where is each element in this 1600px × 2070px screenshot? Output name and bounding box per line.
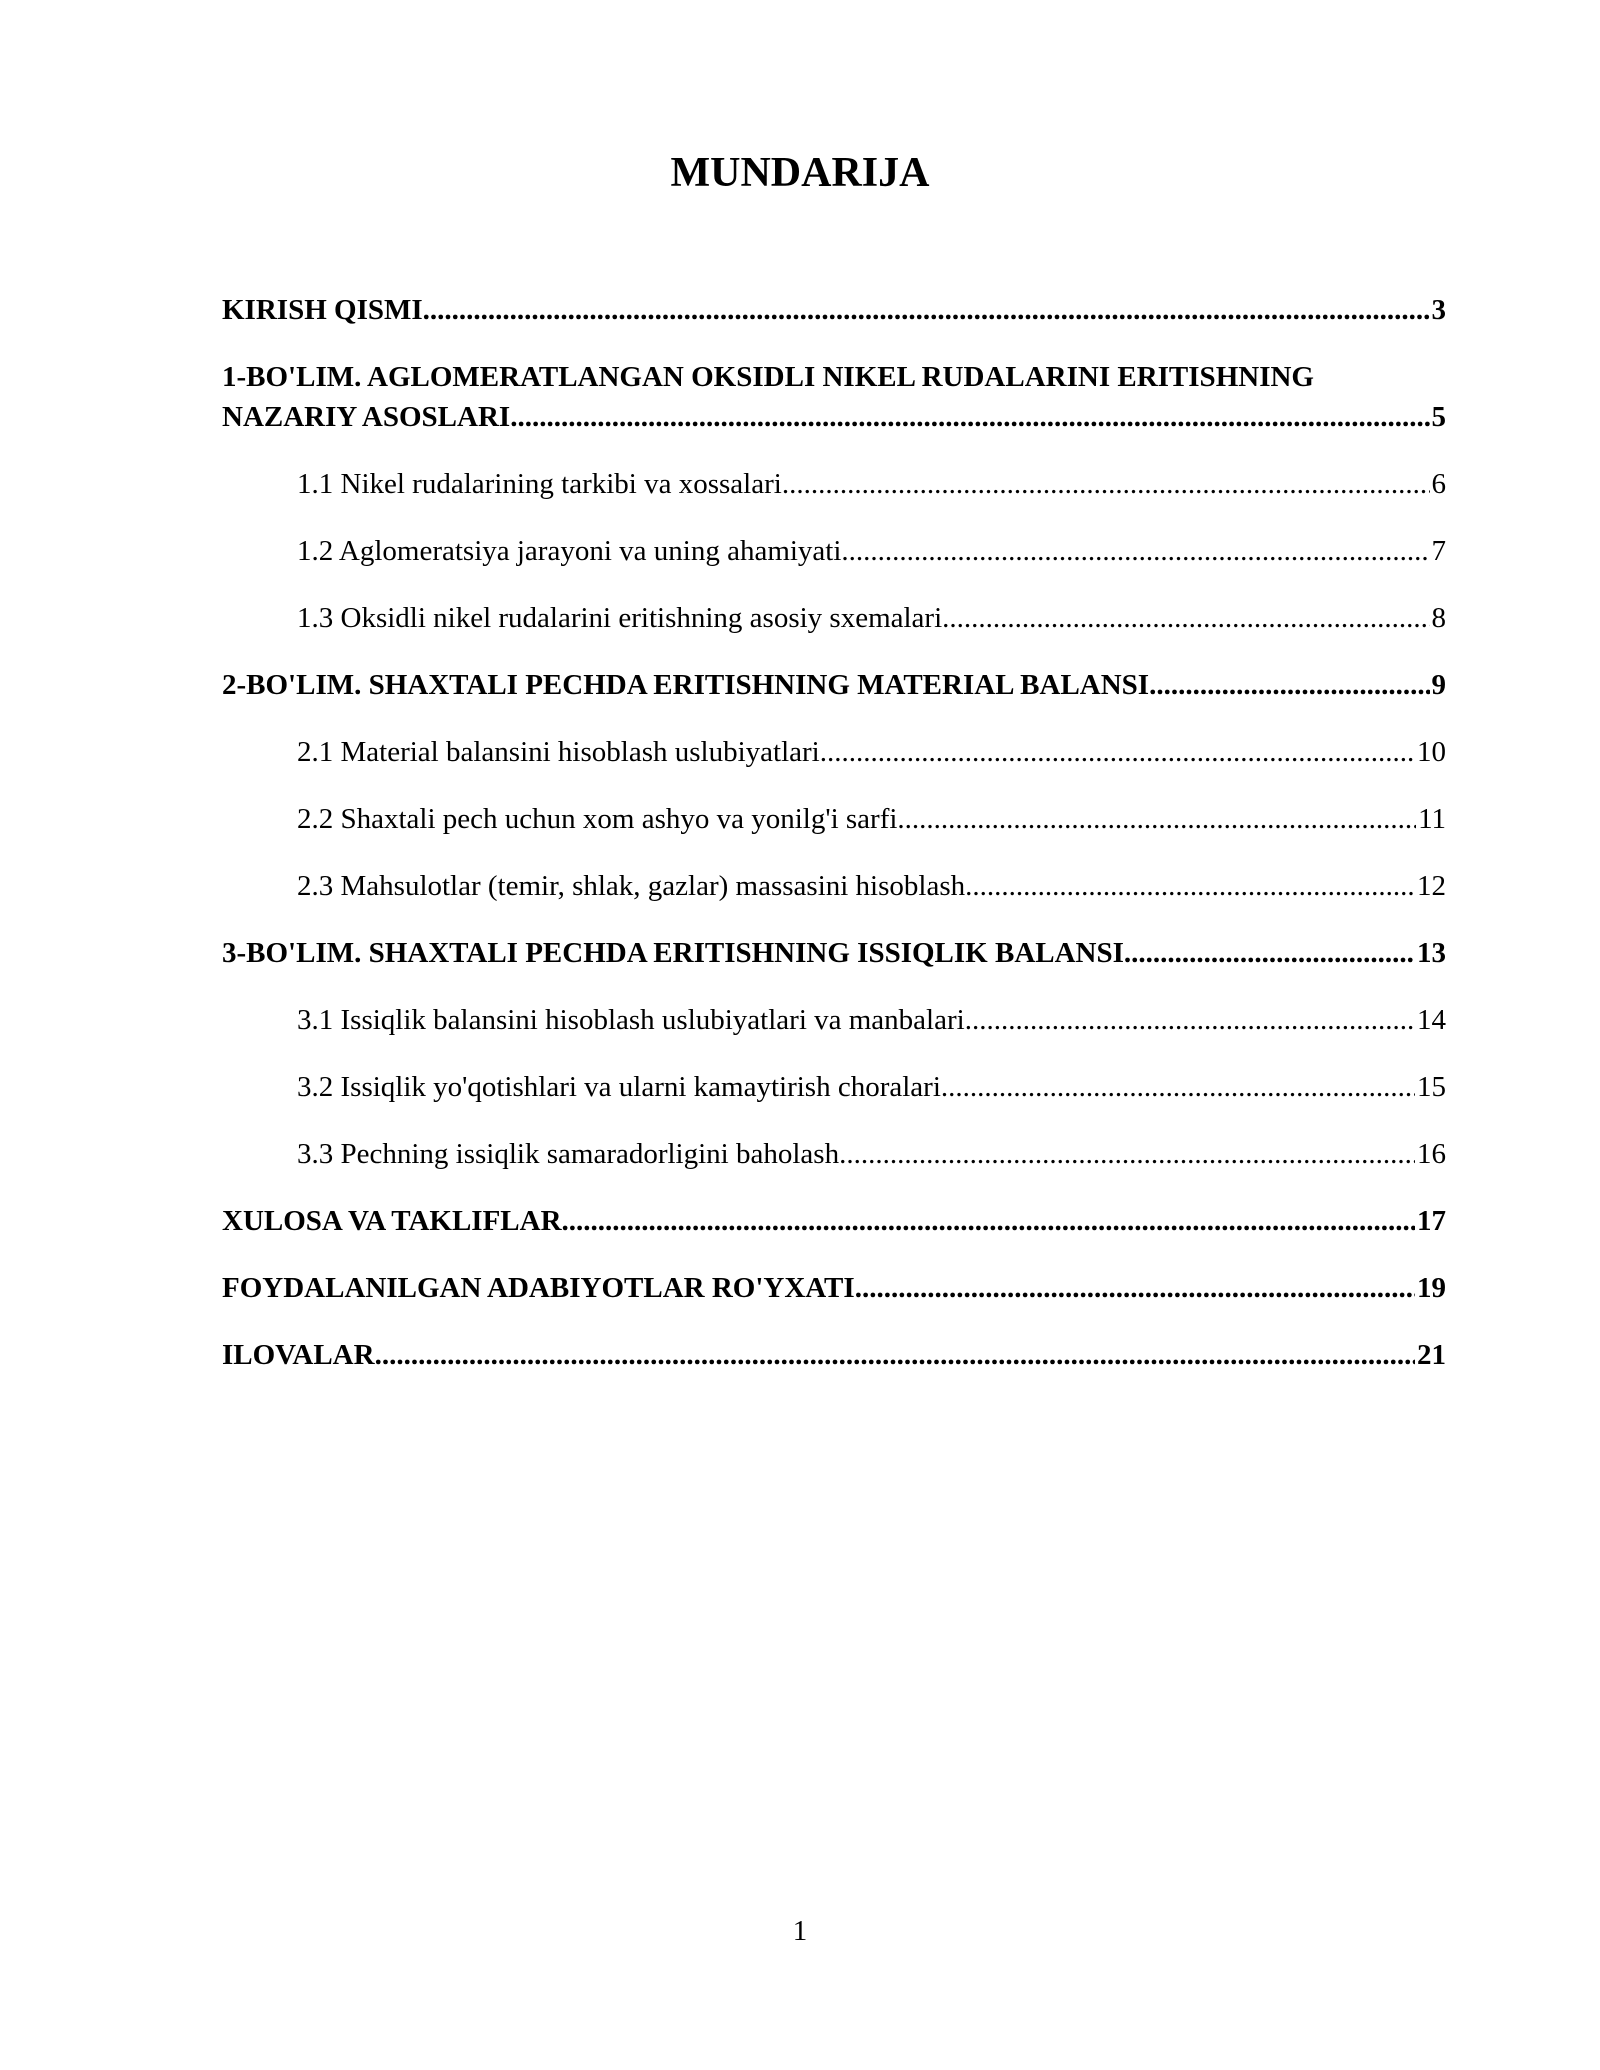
dot-leader	[965, 1000, 1415, 1040]
page-title: MUNDARIJA	[670, 150, 930, 196]
toc-entry-page: 9	[1431, 669, 1446, 701]
toc-entry-chapter-2[interactable]	[222, 665, 1446, 705]
dot-leader	[820, 732, 1415, 772]
dot-leader	[1149, 665, 1429, 705]
toc-entry-chapter-1[interactable]	[222, 357, 1446, 437]
dot-leader	[942, 598, 1429, 638]
toc-entry-references[interactable]	[222, 1268, 1446, 1308]
toc-entry-page: 14	[1417, 1004, 1446, 1036]
toc-entry-1-2[interactable]	[222, 531, 1446, 571]
toc-entry-title: ILOVALAR	[222, 1339, 375, 1371]
toc-entry-page: 10	[1417, 736, 1446, 768]
dot-leader	[423, 290, 1430, 330]
dot-leader	[510, 397, 1429, 437]
toc-entry-title: 1.2 Aglomeratsiya jarayoni va uning ahamiyati	[297, 535, 842, 567]
toc-entry-page: 5	[1431, 401, 1446, 433]
toc-entry-page: 17	[1417, 1205, 1446, 1237]
toc-entry-title: 2.2 Shaxtali pech uchun xom ashyo va yonilg'i sarfi	[297, 803, 898, 835]
toc-entry-page: 16	[1417, 1138, 1446, 1170]
toc-entry-conclusion[interactable]	[222, 1201, 1446, 1241]
toc-entry-page: 8	[1431, 602, 1446, 634]
dot-leader	[897, 799, 1416, 839]
toc-entry-page: 21	[1417, 1339, 1446, 1371]
toc-entry-title: KIRISH QISMI	[222, 294, 423, 326]
dot-leader	[1124, 933, 1415, 973]
toc-entry-introduction[interactable]	[222, 290, 1446, 330]
toc-entry-chapter-3[interactable]	[222, 933, 1446, 973]
toc-entry-title: 1.1 Nikel rudalarining tarkibi va xossalari	[297, 468, 782, 500]
toc-entry-3-1[interactable]	[222, 1000, 1446, 1040]
toc-entry-page: 12	[1417, 870, 1446, 902]
toc-entry-title: FOYDALANILGAN ADABIYOTLAR RO'YXATI	[222, 1272, 855, 1304]
dot-leader	[562, 1201, 1415, 1241]
toc-entry-page: 15	[1417, 1071, 1446, 1103]
dot-leader	[965, 866, 1415, 906]
toc-entry-title: 3.1 Issiqlik balansini hisoblash uslubiyatlari va manbalari	[297, 1004, 965, 1036]
toc-entry-title: 1.3 Oksidli nikel rudalarini eritishning asosiy sxemalari	[297, 602, 943, 634]
dot-leader	[375, 1335, 1415, 1375]
toc-entry-title: 2.1 Material balansini hisoblash uslubiyatlari	[297, 736, 820, 768]
toc-entry-3-3[interactable]	[222, 1134, 1446, 1174]
toc-entry-2-2[interactable]	[222, 799, 1446, 839]
toc-entry-2-1[interactable]	[222, 732, 1446, 772]
toc-entry-appendices[interactable]	[222, 1335, 1446, 1375]
toc-entry-1-3[interactable]	[222, 598, 1446, 638]
toc-entry-title: 2-BO'LIM. SHAXTALI PECHDA ERITISHNING MATERIAL BALANSI	[222, 669, 1150, 701]
toc-entry-title: 3.3 Pechning issiqlik samaradorligini baholash	[297, 1138, 840, 1170]
toc-entry-title: 3.2 Issiqlik yo'qotishlari va ularni kamaytirish choralari	[297, 1071, 941, 1103]
toc-entry-page: 19	[1417, 1272, 1446, 1304]
toc-entry-title: 2.3 Mahsulotlar (temir, shlak, gazlar) massasini hisoblash	[297, 870, 966, 902]
dot-leader	[841, 531, 1429, 571]
toc-entry-title: XULOSA VA TAKLIFLAR	[222, 1205, 562, 1237]
toc-entry-1-1[interactable]	[222, 464, 1446, 504]
toc-entry-page: 7	[1431, 535, 1446, 567]
toc-entry-3-2[interactable]	[222, 1067, 1446, 1107]
page-number: 1	[792, 1915, 808, 1947]
toc-entry-2-3[interactable]	[222, 866, 1446, 906]
toc-entry-page: 3	[1431, 294, 1446, 326]
table-of-contents	[222, 290, 1446, 1402]
toc-entry-page: 6	[1431, 468, 1446, 500]
dot-leader	[941, 1067, 1415, 1107]
dot-leader	[839, 1134, 1415, 1174]
toc-entry-title: 3-BO'LIM. SHAXTALI PECHDA ERITISHNING ISSIQLIK BALANSI	[222, 937, 1124, 969]
toc-entry-title-line2: NAZARIY ASOSLARI	[222, 401, 511, 433]
toc-entry-title-line1: 1-BO'LIM. AGLOMERATLANGAN OKSIDLI NIKEL RUDALARINI ERITISHNING	[222, 361, 1314, 393]
toc-entry-page: 11	[1418, 803, 1446, 835]
dot-leader	[782, 464, 1430, 504]
dot-leader	[855, 1268, 1415, 1308]
toc-entry-page: 13	[1417, 937, 1446, 969]
